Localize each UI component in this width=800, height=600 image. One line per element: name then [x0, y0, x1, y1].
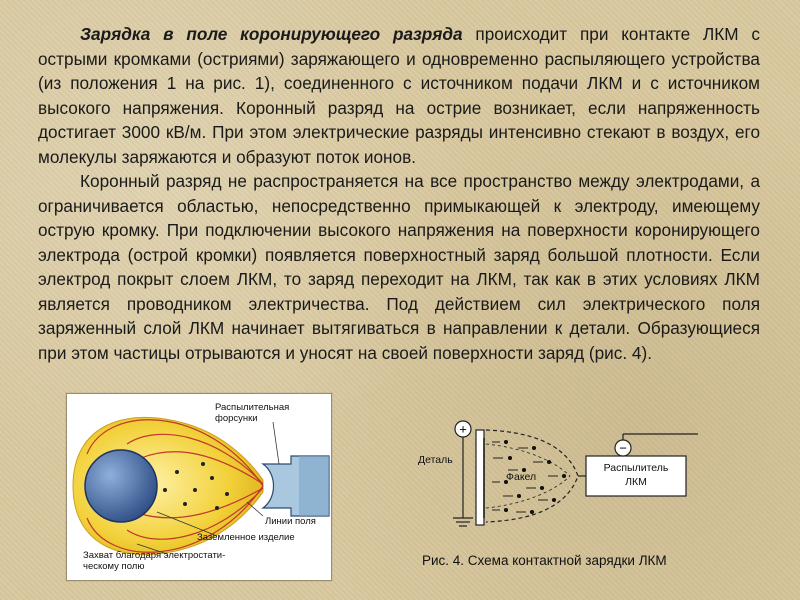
label-capture-line2: ческому полю: [83, 561, 145, 572]
label-field-lines: Линии поля: [265, 516, 316, 527]
label-grounded-part: Заземленное изделие: [197, 532, 295, 543]
label-nozzle-line1: Распылительная: [215, 402, 290, 413]
grounded-part-sphere: [85, 450, 157, 522]
label-nozzle-line2: форсунки: [215, 413, 258, 424]
label-sprayer-line2: ЛКМ: [625, 476, 647, 488]
contact-charging-diagram: [418, 418, 718, 533]
lead-phrase: Зарядка в поле коронирующего разряда: [80, 24, 463, 44]
paragraph-1-body: происходит при контакте ЛКМ с острыми кромками (остриями) заряжающего и одновременно распыляющего устройства (из положения 1 на рис. 1), соединенного с источником подачи ЛКМ и с источником высокого напряжения. Коронный разряд на острие возникает, если напряженность достигает 3000 кВ/м. При этом электрические разряды интенсивно стекают в воздух, его молекулы заряжаются и образуют поток ионов.: [38, 24, 760, 167]
label-sprayer-line1: Распылитель: [603, 462, 669, 474]
part-plate: [476, 430, 484, 525]
label-torch: Факел: [506, 471, 537, 483]
label-part: Деталь: [418, 454, 453, 466]
figure-4-caption: Рис. 4. Схема контактной зарядки ЛКМ: [422, 553, 667, 568]
paragraph-2: Коронный разряд не распространяется на все пространство между электродами, а ограничивается областью, непосредственно примыкающей к электроду, имеющему острую кромку. При подключении высокого напряжения на поверхности коронирующего электрода (острой кромки) появляется поверхностный заряд большой плотности. Если электрод покрыт слоем ЛКМ, то заряд переходит на ЛКМ, так как в этих условиях ЛКМ является проводником электричества. Под действием сил электрического поля заряженный слой ЛКМ начинает вытягиваться в направлении к детали. Образующиеся при этом частицы отрываются и уносят на своей поверхности заряд (рис. 4).: [38, 171, 760, 363]
contact-charging-scheme: [418, 418, 718, 533]
paragraph-1: [38, 22, 760, 169]
corona-charging-diagram: [67, 394, 331, 580]
label-capture-line1: Захват благодаря электростати-: [83, 550, 226, 561]
minus-sign: −: [619, 440, 627, 456]
plus-sign: +: [459, 421, 467, 437]
corona-charging-figure: [66, 393, 332, 581]
article-text: [38, 22, 760, 365]
